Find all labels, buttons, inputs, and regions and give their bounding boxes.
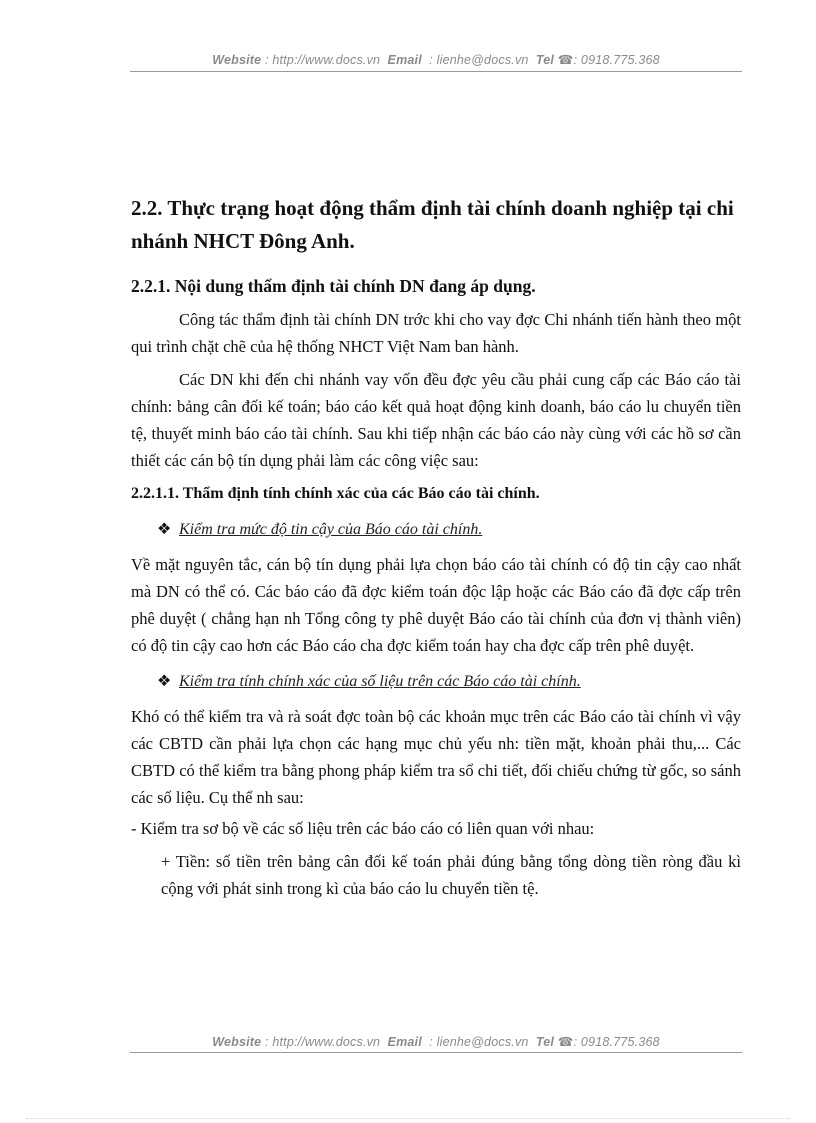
document-body [131,192,741,902]
header-website-label: Website [212,53,262,67]
diamond-bullet-icon: ❖ [157,673,172,690]
footer-tel-label: Tel [535,1035,555,1049]
bullet-text: Kiểm tra mức độ tin cậy của Báo cáo tài chính. [179,521,483,538]
bullet-item-reliability [157,517,741,543]
header-email-value[interactable]: : lienhe@docs.vn [429,53,529,67]
page-footer [130,1034,742,1049]
diamond-bullet-icon: ❖ [157,521,172,538]
footer-tel-value: ☎: 0918.775.368 [557,1035,660,1049]
paragraph-3: Về mặt nguyên tắc, cán bộ tín dụng phải lựa chọn báo cáo tài chính có độ tin cậy cao nhất mà DN có thể có. Các báo cáo đã đợc kiểm toán độc lập hoặc các Báo cáo đã đợc cấp trên phê duyệt ( chẳng hạn nh Tổng công ty phê duyệt Báo cáo tài chính của đơn vị thành viên) có độ tin cậy cao hơn các Báo cáo cha đợc kiểm toán hay cha đợc cấp trên phê duyệt. [131,555,741,655]
footer-website-url[interactable]: : http://www.docs.vn [265,1035,381,1049]
bullet-text: Kiểm tra tính chính xác của số liệu trên các Báo cáo tài chính. [179,673,581,690]
header-tel-value: ☎: 0918.775.368 [557,53,660,67]
footer-divider [130,1052,742,1053]
header-email-label: Email [387,53,422,67]
subsubsection-title: 2.2.1.1. Thẩm định tính chính xác của các Báo cáo tài chính. [131,485,540,502]
section-title: 2.2. Thực trạng hoạt động thẩm định tài chính doanh nghiệp tại chi nhánh NHCT Đông Anh. [131,196,734,253]
paragraph-5: - Kiểm tra sơ bộ về các số liệu trên các báo cáo có liên quan với nhau: [131,819,595,838]
footer-email-value[interactable]: : lienhe@docs.vn [429,1035,529,1049]
page-header [130,52,742,67]
bullet-item-accuracy [157,669,741,695]
paragraph-4: Khó có thể kiểm tra và rà soát đợc toàn bộ các khoản mục trên các Báo cáo tài chính vì vậy các CBTD cần phải lựa chọn các hạng mục chủ yếu nh: tiền mặt, khoản phải thu,... Các CBTD có thể kiểm tra bằng phong pháp kiểm tra sổ chi tiết, đối chiếu chứng từ gốc, so sánh các số liệu. Cụ thể nh sau: [131,707,741,807]
footer-email-label: Email [387,1035,422,1049]
header-tel-label: Tel [535,53,555,67]
paragraph-6: + Tiền: số tiền trên bảng cân đối kế toán phải đúng bằng tổng dòng tiền ròng đầu kì cộng với phát sinh trong kì của báo cáo lu chuyển tiền tệ. [161,852,741,898]
page-edge-divider [26,1118,790,1119]
footer-website-label: Website [212,1035,262,1049]
header-divider [130,71,742,72]
subsection-title: 2.2.1. Nội dung thẩm định tài chính DN đang áp dụng. [131,276,536,296]
header-website-url[interactable]: : http://www.docs.vn [265,53,381,67]
paragraph-2: Các DN khi đến chi nhánh vay vốn đều đợc yêu cầu phải cung cấp các Báo cáo tài chính: bảng cân đối kế toán; báo cáo kết quả hoạt động kinh doanh, báo cáo lu chuyển tiền tệ, thuyết minh báo cáo tài chính. Sau khi tiếp nhận các báo cáo này cùng với các hồ sơ cần thiết các cán bộ tín dụng phải làm các công việc sau: [131,370,741,470]
paragraph-1: Công tác thẩm định tài chính DN trớc khi cho vay đợc Chi nhánh tiến hành theo một qui trình chặt chẽ của hệ thống NHCT Việt Nam ban hành. [131,310,741,356]
